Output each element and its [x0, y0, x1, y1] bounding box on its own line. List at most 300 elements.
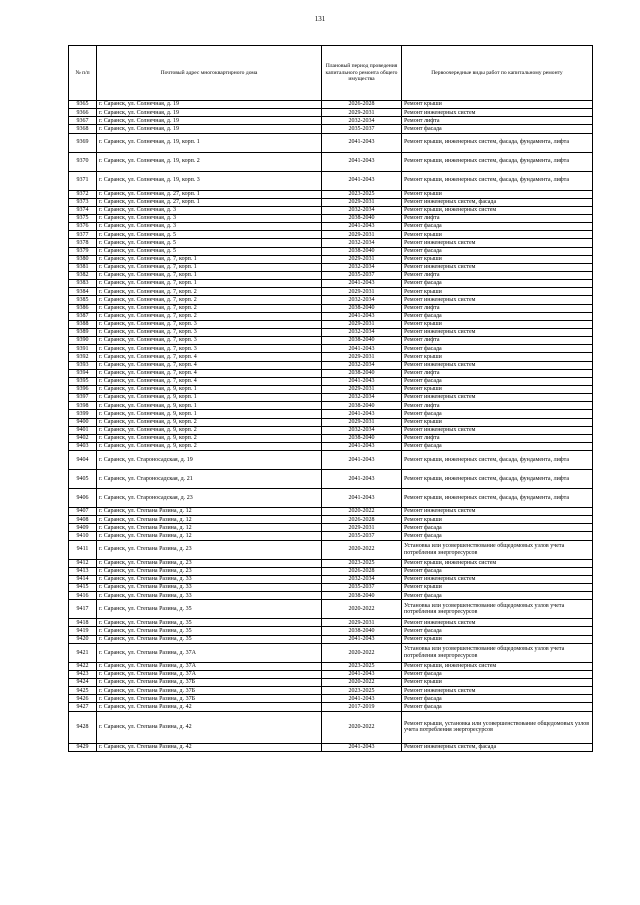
row-address: г. Саранск, ул. Солнечная, д. 7, корп. 2: [97, 288, 322, 296]
row-address: г. Саранск, ул. Степана Разина, д. 35: [97, 627, 322, 635]
row-period: 2041-2043: [322, 171, 402, 190]
row-period: 2035-2037: [322, 271, 402, 279]
row-works: Ремонт лифта: [402, 117, 593, 125]
row-period: 2029-2031: [322, 231, 402, 239]
table-body: [69, 101, 593, 752]
row-period: 2032-2034: [322, 426, 402, 434]
table-row: [69, 328, 593, 336]
row-address: г. Саранск, ул. Солнечная, д. 3: [97, 206, 322, 214]
row-works: Ремонт фасада: [402, 280, 593, 288]
table-row: [69, 575, 593, 583]
row-period: 2041-2043: [322, 635, 402, 643]
table-row: [69, 434, 593, 442]
table-row: [69, 679, 593, 687]
row-address: г. Саранск, ул. Солнечная, д. 27, корп. 1: [97, 198, 322, 206]
row-address: г. Саранск, ул. Степана Разина, д. 33: [97, 584, 322, 592]
row-number: 9428: [69, 711, 97, 743]
row-address: г. Саранск, ул. Степана Разина, д. 35: [97, 600, 322, 619]
row-address: г. Саранск, ул. Солнечная, д. 7, корп. 1: [97, 263, 322, 271]
row-works: Ремонт крыши: [402, 101, 593, 109]
row-address: г. Саранск, ул. Степана Разина, д. 12: [97, 532, 322, 540]
row-address: г. Саранск, ул. Степана Разина, д. 42: [97, 711, 322, 743]
row-works: Ремонт фасада: [402, 377, 593, 385]
row-period: 2041-2043: [322, 470, 402, 489]
row-address: г. Саранск, ул. Солнечная, д. 7, корп. 2: [97, 312, 322, 320]
row-address: г. Саранск, ул. Степана Разина, д. 12: [97, 516, 322, 524]
row-number: 9392: [69, 353, 97, 361]
row-period: 2038-2040: [322, 592, 402, 600]
row-number: 9402: [69, 434, 97, 442]
row-number: 9383: [69, 280, 97, 288]
row-period: 2032-2034: [322, 394, 402, 402]
row-address: г. Саранск, ул. Солнечная, д. 19: [97, 101, 322, 109]
row-address: г. Саранск, ул. Солнечная, д. 7, корп. 3: [97, 337, 322, 345]
row-works: Ремонт крыши: [402, 255, 593, 263]
row-period: 2038-2040: [322, 247, 402, 255]
row-number: 9411: [69, 540, 97, 559]
row-address: г. Саранск, ул. Солнечная, д. 7, корп. 2: [97, 304, 322, 312]
row-number: 9425: [69, 687, 97, 695]
table-row: [69, 394, 593, 402]
row-number: 9395: [69, 377, 97, 385]
row-number: 9393: [69, 361, 97, 369]
row-number: 9375: [69, 214, 97, 222]
table-row: [69, 619, 593, 627]
table-row: [69, 687, 593, 695]
row-period: 2041-2043: [322, 695, 402, 703]
row-works: Ремонт крыши: [402, 418, 593, 426]
row-number: 9405: [69, 470, 97, 489]
row-number: 9368: [69, 125, 97, 133]
row-works: Ремонт лифта: [402, 214, 593, 222]
row-number: 9400: [69, 418, 97, 426]
table-row: [69, 247, 593, 255]
row-address: г. Саранск, ул. Солнечная, д. 7, корп. 4: [97, 377, 322, 385]
table-row: [69, 206, 593, 214]
table-row: [69, 312, 593, 320]
row-works: Установка или усовершенствование общедомовых узлов учета потребления энергоресурсов: [402, 540, 593, 559]
row-address: г. Саранск, ул. Солнечная, д. 9, корп. 2: [97, 426, 322, 434]
table-row: [69, 532, 593, 540]
table-row: [69, 426, 593, 434]
row-period: 2032-2034: [322, 117, 402, 125]
row-period: 2020-2022: [322, 679, 402, 687]
row-number: 9421: [69, 643, 97, 662]
row-works: Ремонт инженерных систем: [402, 575, 593, 583]
row-period: 2029-2031: [322, 353, 402, 361]
row-period: 2041-2043: [322, 280, 402, 288]
row-number: 9369: [69, 133, 97, 152]
table-row: [69, 304, 593, 312]
row-number: 9426: [69, 695, 97, 703]
row-works: Ремонт фасада: [402, 312, 593, 320]
row-number: 9399: [69, 410, 97, 418]
row-works: Ремонт инженерных систем, фасада: [402, 198, 593, 206]
row-period: 2035-2037: [322, 584, 402, 592]
row-period: 2020-2022: [322, 600, 402, 619]
row-address: г. Саранск, ул. Солнечная, д. 19: [97, 117, 322, 125]
row-number: 9422: [69, 662, 97, 670]
table-row: [69, 662, 593, 670]
row-works: Ремонт фасада: [402, 442, 593, 450]
row-works: Установка или усовершенствование общедомовых узлов учета потребления энергоресурсов: [402, 600, 593, 619]
row-number: 9420: [69, 635, 97, 643]
row-number: 9403: [69, 442, 97, 450]
row-works: Ремонт лифта: [402, 271, 593, 279]
row-number: 9412: [69, 559, 97, 567]
row-works: Ремонт крыши, инженерных систем, фасада, фундамента, лифта: [402, 489, 593, 508]
row-works: Ремонт крыши, инженерных систем, фасада, фундамента, лифта: [402, 451, 593, 470]
row-period: 2029-2031: [322, 385, 402, 393]
row-address: г. Саранск, ул. Степана Разина, д. 23: [97, 559, 322, 567]
table-row: [69, 320, 593, 328]
table-row: [69, 288, 593, 296]
table-row: [69, 559, 593, 567]
row-works: Ремонт инженерных систем: [402, 109, 593, 117]
row-address: г. Саранск, ул. Степана Разина, д. 23: [97, 540, 322, 559]
table-row: [69, 171, 593, 190]
row-address: г. Саранск, ул. Степана Разина, д. 37Б: [97, 695, 322, 703]
row-number: 9389: [69, 328, 97, 336]
page-number: 131: [314, 15, 326, 23]
table-row: [69, 743, 593, 751]
table-row: [69, 369, 593, 377]
table-row: [69, 418, 593, 426]
row-address: г. Саранск, ул. Солнечная, д. 19, корп. 3: [97, 171, 322, 190]
row-works: Ремонт лифта: [402, 369, 593, 377]
table-row: [69, 695, 593, 703]
row-address: г. Саранск, ул. Солнечная, д. 7, корп. 1: [97, 271, 322, 279]
table-row: [69, 239, 593, 247]
row-number: 9415: [69, 584, 97, 592]
row-period: 2023-2025: [322, 687, 402, 695]
row-works: Ремонт инженерных систем, фасада: [402, 743, 593, 751]
table-row: [69, 296, 593, 304]
table-row: [69, 643, 593, 662]
table-row: [69, 377, 593, 385]
row-number: 9380: [69, 255, 97, 263]
row-works: Ремонт фасада: [402, 410, 593, 418]
row-address: г. Саранск, ул. Степана Разина, д. 33: [97, 592, 322, 600]
row-number: 9378: [69, 239, 97, 247]
row-period: 2029-2031: [322, 288, 402, 296]
row-works: Ремонт крыши: [402, 635, 593, 643]
row-works: Ремонт фасада: [402, 345, 593, 353]
row-period: 2041-2043: [322, 312, 402, 320]
row-address: г. Саранск, ул. Солнечная, д. 3: [97, 214, 322, 222]
row-period: 2032-2034: [322, 263, 402, 271]
capital-repair-table: [68, 45, 593, 752]
row-period: 2041-2043: [322, 223, 402, 231]
row-works: Ремонт фасада: [402, 532, 593, 540]
row-address: г. Саранск, ул. Солнечная, д. 7, корп. 3: [97, 320, 322, 328]
row-address: г. Саранск, ул. Солнечная, д. 9, корп. 2: [97, 418, 322, 426]
row-works: Ремонт фасада: [402, 223, 593, 231]
row-address: г. Саранск, ул. Степана Разина, д. 37А: [97, 643, 322, 662]
row-period: 2029-2031: [322, 109, 402, 117]
row-number: 9424: [69, 679, 97, 687]
row-period: 2029-2031: [322, 320, 402, 328]
row-works: Ремонт крыши: [402, 288, 593, 296]
row-period: 2038-2040: [322, 304, 402, 312]
row-number: 9387: [69, 312, 97, 320]
row-period: 2026-2028: [322, 567, 402, 575]
row-works: Ремонт лифта: [402, 304, 593, 312]
row-address: г. Саранск, ул. Солнечная, д. 5: [97, 231, 322, 239]
row-number: 9407: [69, 508, 97, 516]
row-works: Ремонт инженерных систем: [402, 394, 593, 402]
row-address: г. Саранск, ул. Степана Разина, д. 35: [97, 635, 322, 643]
row-period: 2032-2034: [322, 296, 402, 304]
row-address: г. Саранск, ул. Солнечная, д. 9, корп. 2: [97, 434, 322, 442]
table-row: [69, 231, 593, 239]
row-address: г. Саранск, ул. Солнечная, д. 19: [97, 125, 322, 133]
row-works: Ремонт инженерных систем: [402, 239, 593, 247]
row-address: г. Саранск, ул. Солнечная, д. 19, корп. 2: [97, 152, 322, 171]
row-works: Ремонт инженерных систем: [402, 619, 593, 627]
row-period: 2017-2019: [322, 703, 402, 711]
row-number: 9382: [69, 271, 97, 279]
row-works: Ремонт крыши, инженерных систем, фасада, фундамента, лифта: [402, 470, 593, 489]
table-row: [69, 255, 593, 263]
row-period: 2041-2043: [322, 743, 402, 751]
row-address: г. Саранск, ул. Староносадская, д. 23: [97, 489, 322, 508]
row-works: Ремонт инженерных систем: [402, 263, 593, 271]
row-period: 2032-2034: [322, 206, 402, 214]
table-row: [69, 627, 593, 635]
row-period: 2041-2043: [322, 442, 402, 450]
row-period: 2029-2031: [322, 619, 402, 627]
row-address: г. Саранск, ул. Степана Разина, д. 33: [97, 575, 322, 583]
row-works: Ремонт крыши, инженерных систем, фасада, фундамента, лифта: [402, 171, 593, 190]
header-works: Первоочередные виды работ по капитальному ремонту: [402, 46, 593, 101]
row-number: 9394: [69, 369, 97, 377]
row-works: Ремонт фасада: [402, 627, 593, 635]
row-works: Ремонт фасада: [402, 670, 593, 678]
row-number: 9413: [69, 567, 97, 575]
header-address: Почтовый адрес многоквартирного дома: [97, 46, 322, 101]
row-works: Ремонт инженерных систем: [402, 296, 593, 304]
row-works: Ремонт крыши: [402, 679, 593, 687]
row-address: г. Саранск, ул. Солнечная, д. 9, корп. 1: [97, 394, 322, 402]
row-number: 9397: [69, 394, 97, 402]
table-row: [69, 117, 593, 125]
row-number: 9376: [69, 223, 97, 231]
table-row: [69, 524, 593, 532]
row-number: 9414: [69, 575, 97, 583]
row-period: 2029-2031: [322, 524, 402, 532]
row-works: Ремонт фасада: [402, 125, 593, 133]
table-row: [69, 271, 593, 279]
row-period: 2032-2034: [322, 361, 402, 369]
row-address: г. Саранск, ул. Солнечная, д. 7, корп. 3: [97, 328, 322, 336]
row-address: г. Саранск, ул. Степана Разина, д. 37А: [97, 670, 322, 678]
table-row: [69, 337, 593, 345]
row-number: 9410: [69, 532, 97, 540]
row-period: 2041-2043: [322, 410, 402, 418]
row-number: 9379: [69, 247, 97, 255]
row-number: 9408: [69, 516, 97, 524]
row-address: г. Саранск, ул. Солнечная, д. 7, корп. 4: [97, 369, 322, 377]
row-address: г. Саранск, ул. Солнечная, д. 9, корп. 1: [97, 410, 322, 418]
row-works: Ремонт крыши, инженерных систем: [402, 206, 593, 214]
row-address: г. Саранск, ул. Степана Разина, д. 23: [97, 567, 322, 575]
row-works: Ремонт лифта: [402, 402, 593, 410]
row-number: 9366: [69, 109, 97, 117]
row-works: Ремонт инженерных систем: [402, 508, 593, 516]
row-works: Ремонт фасада: [402, 567, 593, 575]
table-row: [69, 345, 593, 353]
row-period: 2038-2040: [322, 337, 402, 345]
row-period: 2038-2040: [322, 434, 402, 442]
row-works: Ремонт инженерных систем: [402, 328, 593, 336]
row-number: 9404: [69, 451, 97, 470]
row-works: Ремонт крыши, инженерных систем, фасада, фундамента, лифта: [402, 152, 593, 171]
table-row: [69, 402, 593, 410]
row-period: 2020-2022: [322, 643, 402, 662]
table-row: [69, 280, 593, 288]
table-row: [69, 353, 593, 361]
row-number: 9416: [69, 592, 97, 600]
row-address: г. Саранск, ул. Степана Разина, д. 35: [97, 619, 322, 627]
row-number: 9371: [69, 171, 97, 190]
row-period: 2029-2031: [322, 418, 402, 426]
row-number: 9401: [69, 426, 97, 434]
row-number: 9398: [69, 402, 97, 410]
row-works: Ремонт крыши, инженерных систем: [402, 662, 593, 670]
row-address: г. Саранск, ул. Степана Разина, д. 42: [97, 743, 322, 751]
table-row: [69, 198, 593, 206]
row-works: Ремонт инженерных систем: [402, 426, 593, 434]
row-number: 9388: [69, 320, 97, 328]
row-period: 2029-2031: [322, 255, 402, 263]
row-period: 2032-2034: [322, 328, 402, 336]
row-period: 2026-2028: [322, 101, 402, 109]
row-address: г. Саранск, ул. Степана Разина, д. 42: [97, 703, 322, 711]
row-number: 9386: [69, 304, 97, 312]
row-address: г. Саранск, ул. Солнечная, д. 7, корп. 1: [97, 280, 322, 288]
row-works: Ремонт крыши, инженерных систем: [402, 559, 593, 567]
table-row: [69, 214, 593, 222]
row-address: г. Саранск, ул. Солнечная, д. 19: [97, 109, 322, 117]
row-period: 2032-2034: [322, 239, 402, 247]
row-period: 2041-2043: [322, 489, 402, 508]
row-number: 9390: [69, 337, 97, 345]
row-period: 2023-2025: [322, 190, 402, 198]
row-address: г. Саранск, ул. Солнечная, д. 9, корп. 2: [97, 442, 322, 450]
table-row: [69, 361, 593, 369]
row-address: г. Саранск, ул. Староносадская, д. 21: [97, 470, 322, 489]
table-row: [69, 101, 593, 109]
row-address: г. Саранск, ул. Солнечная, д. 27, корп. 1: [97, 190, 322, 198]
row-period: 2032-2034: [322, 575, 402, 583]
row-works: Ремонт крыши: [402, 584, 593, 592]
table-row: [69, 600, 593, 619]
row-period: 2041-2043: [322, 377, 402, 385]
row-period: 2041-2043: [322, 670, 402, 678]
row-period: 2020-2022: [322, 508, 402, 516]
row-number: 9385: [69, 296, 97, 304]
row-address: г. Саранск, ул. Солнечная, д. 7, корп. 2: [97, 296, 322, 304]
row-address: г. Саранск, ул. Солнечная, д. 19, корп. 1: [97, 133, 322, 152]
table-row: [69, 567, 593, 575]
table-row: [69, 109, 593, 117]
row-works: Ремонт крыши: [402, 231, 593, 239]
table-row: [69, 516, 593, 524]
row-address: г. Саранск, ул. Солнечная, д. 5: [97, 239, 322, 247]
row-number: 9373: [69, 198, 97, 206]
row-works: Ремонт фасада: [402, 592, 593, 600]
row-number: 9406: [69, 489, 97, 508]
row-address: г. Саранск, ул. Солнечная, д. 7, корп. 1: [97, 255, 322, 263]
table-row: [69, 670, 593, 678]
table-row: [69, 152, 593, 171]
row-address: г. Саранск, ул. Солнечная, д. 3: [97, 223, 322, 231]
table-row: [69, 711, 593, 743]
table-row: [69, 470, 593, 489]
table-row: [69, 635, 593, 643]
table-row: [69, 592, 593, 600]
table-row: [69, 703, 593, 711]
table-row: [69, 125, 593, 133]
table-row: [69, 508, 593, 516]
row-period: 2029-2031: [322, 198, 402, 206]
row-works: Ремонт крыши: [402, 320, 593, 328]
row-address: г. Саранск, ул. Степана Разина, д. 12: [97, 524, 322, 532]
row-number: 9372: [69, 190, 97, 198]
row-number: 9409: [69, 524, 97, 532]
row-number: 9384: [69, 288, 97, 296]
row-works: Ремонт фасада: [402, 703, 593, 711]
table-row: [69, 133, 593, 152]
row-number: 9423: [69, 670, 97, 678]
row-number: 9419: [69, 627, 97, 635]
row-period: 2041-2043: [322, 152, 402, 171]
row-address: г. Саранск, ул. Степана Разина, д. 37Б: [97, 687, 322, 695]
row-number: 9377: [69, 231, 97, 239]
table-row: [69, 263, 593, 271]
row-number: 9370: [69, 152, 97, 171]
table-row: [69, 584, 593, 592]
row-works: Ремонт лифта: [402, 337, 593, 345]
row-number: 9429: [69, 743, 97, 751]
header-number: № п/п: [69, 46, 97, 101]
row-period: 2023-2025: [322, 559, 402, 567]
row-address: г. Саранск, ул. Солнечная, д. 9, корп. 1: [97, 402, 322, 410]
table-row: [69, 223, 593, 231]
row-address: г. Саранск, ул. Солнечная, д. 9, корп. 1: [97, 385, 322, 393]
table-row: [69, 190, 593, 198]
header-period: Плановый период проведения капитального ремонта общего имущества: [322, 46, 402, 101]
row-period: 2041-2043: [322, 451, 402, 470]
table-row: [69, 451, 593, 470]
row-number: 9374: [69, 206, 97, 214]
row-works: Ремонт лифта: [402, 434, 593, 442]
row-period: 2038-2040: [322, 402, 402, 410]
row-address: г. Саранск, ул. Степана Разина, д. 37А: [97, 662, 322, 670]
table-row: [69, 385, 593, 393]
row-period: 2020-2022: [322, 540, 402, 559]
row-address: г. Саранск, ул. Степана Разина, д. 12: [97, 508, 322, 516]
row-works: Ремонт крыши: [402, 516, 593, 524]
row-address: г. Саранск, ул. Староносадская, д. 19: [97, 451, 322, 470]
row-works: Ремонт инженерных систем: [402, 361, 593, 369]
row-number: 9367: [69, 117, 97, 125]
row-works: Ремонт фасада: [402, 695, 593, 703]
row-period: 2020-2022: [322, 711, 402, 743]
row-works: Ремонт фасада: [402, 247, 593, 255]
row-works: Ремонт крыши: [402, 385, 593, 393]
